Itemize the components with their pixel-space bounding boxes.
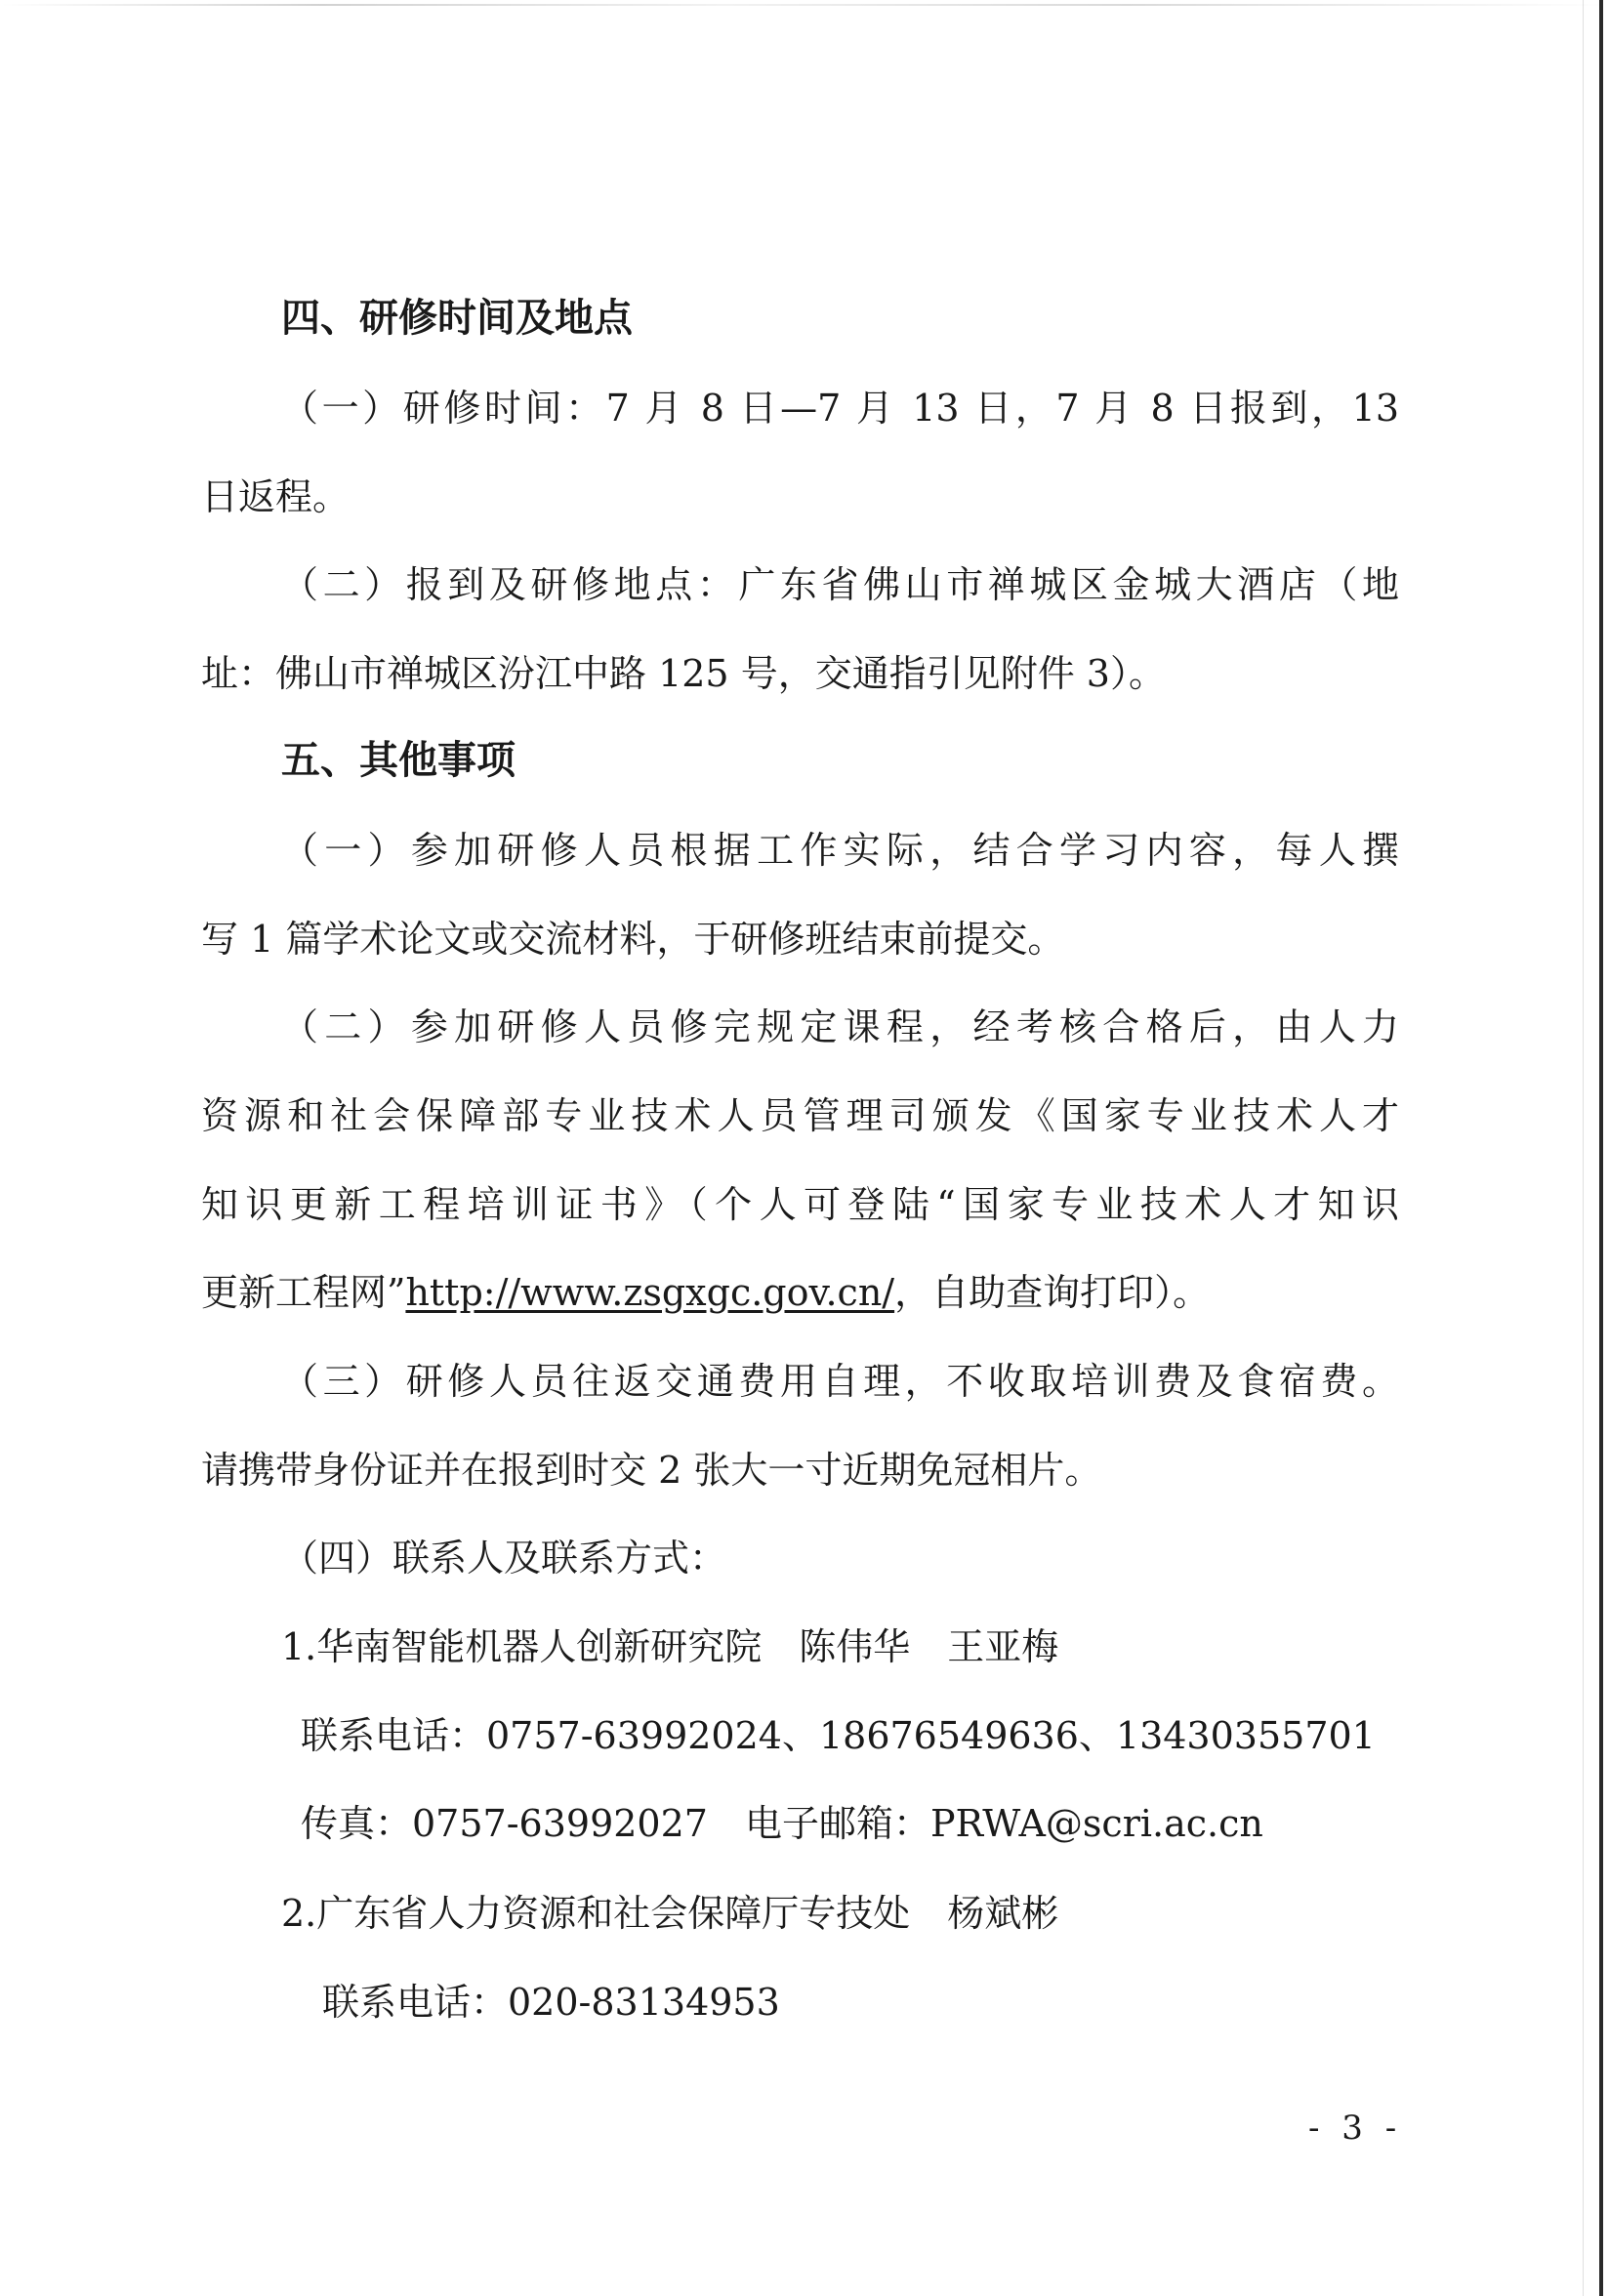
paragraph-5-4: （四）联系人及联系方式： <box>281 1537 727 1579</box>
paragraph-5-2-line-3: 知识更新工程培训证书》（个人可登陆“国家专业技术人才知识 <box>201 1183 1399 1226</box>
section-heading-4: 四、研修时间及地点 <box>281 296 633 341</box>
scan-edge-top <box>0 4 1609 6</box>
contact-1-fax-email: 传真：0757-63992027 电子邮箱：PRWA@scri.ac.cn <box>301 1802 1263 1845</box>
paragraph-5-2-line-4-prefix: 更新工程网” <box>201 1271 406 1314</box>
section-heading-5: 五、其他事项 <box>281 738 516 783</box>
contact-1-name: 1.华南智能机器人创新研究院 陈伟华 王亚梅 <box>281 1625 1059 1668</box>
paragraph-5-1-line-1: （一）参加研修人员根据工作实际，结合学习内容，每人撰 <box>281 829 1399 872</box>
paragraph-5-2-line-4 <box>201 1269 1210 1316</box>
paragraph-4-1-line-2: 日返程。 <box>201 475 351 518</box>
scan-edge-right-inner <box>1583 0 1584 2296</box>
page-number: - 3 - <box>1308 2109 1403 2148</box>
paragraph-5-3-line-2: 请携带身份证并在报到时交 2 张大一寸近期免冠相片。 <box>201 1449 1102 1492</box>
paragraph-5-2-line-1: （二）参加研修人员修完规定课程，经考核合格后，由人力 <box>281 1005 1399 1048</box>
website-link[interactable]: http://www.zsgxgc.gov.cn/ <box>405 1271 895 1314</box>
paragraph-5-1-line-2: 写 1 篇学术论文或交流材料，于研修班结束前提交。 <box>201 918 1065 961</box>
paragraph-5-2-line-4-suffix: ，自助查询打印）。 <box>894 1271 1211 1314</box>
scan-edge-right <box>1599 0 1603 2296</box>
paragraph-4-2-line-1: （二）报到及研修地点：广东省佛山市禅城区金城大酒店（地 <box>281 563 1399 606</box>
paragraph-4-2-line-2: 址：佛山市禅城区汾江中路 125 号，交通指引见附件 3）。 <box>201 652 1166 695</box>
paragraph-5-3-line-1: （三）研修人员往返交通费用自理，不收取培训费及食宿费。 <box>281 1360 1399 1403</box>
contact-1-phone: 联系电话：0757-63992024、18676549636、13430355701 <box>301 1714 1376 1757</box>
paragraph-4-1-line-1: （一）研修时间：7 月 8 日—7 月 13 日，7 月 8 日报到，13 <box>281 387 1399 430</box>
contact-2-name: 2.广东省人力资源和社会保障厅专技处 杨斌彬 <box>281 1892 1059 1935</box>
contact-2-phone: 联系电话：020-83134953 <box>322 1981 780 2024</box>
paragraph-5-2-line-2: 资源和社会保障部专业技术人员管理司颁发《国家专业技术人才 <box>201 1094 1399 1137</box>
